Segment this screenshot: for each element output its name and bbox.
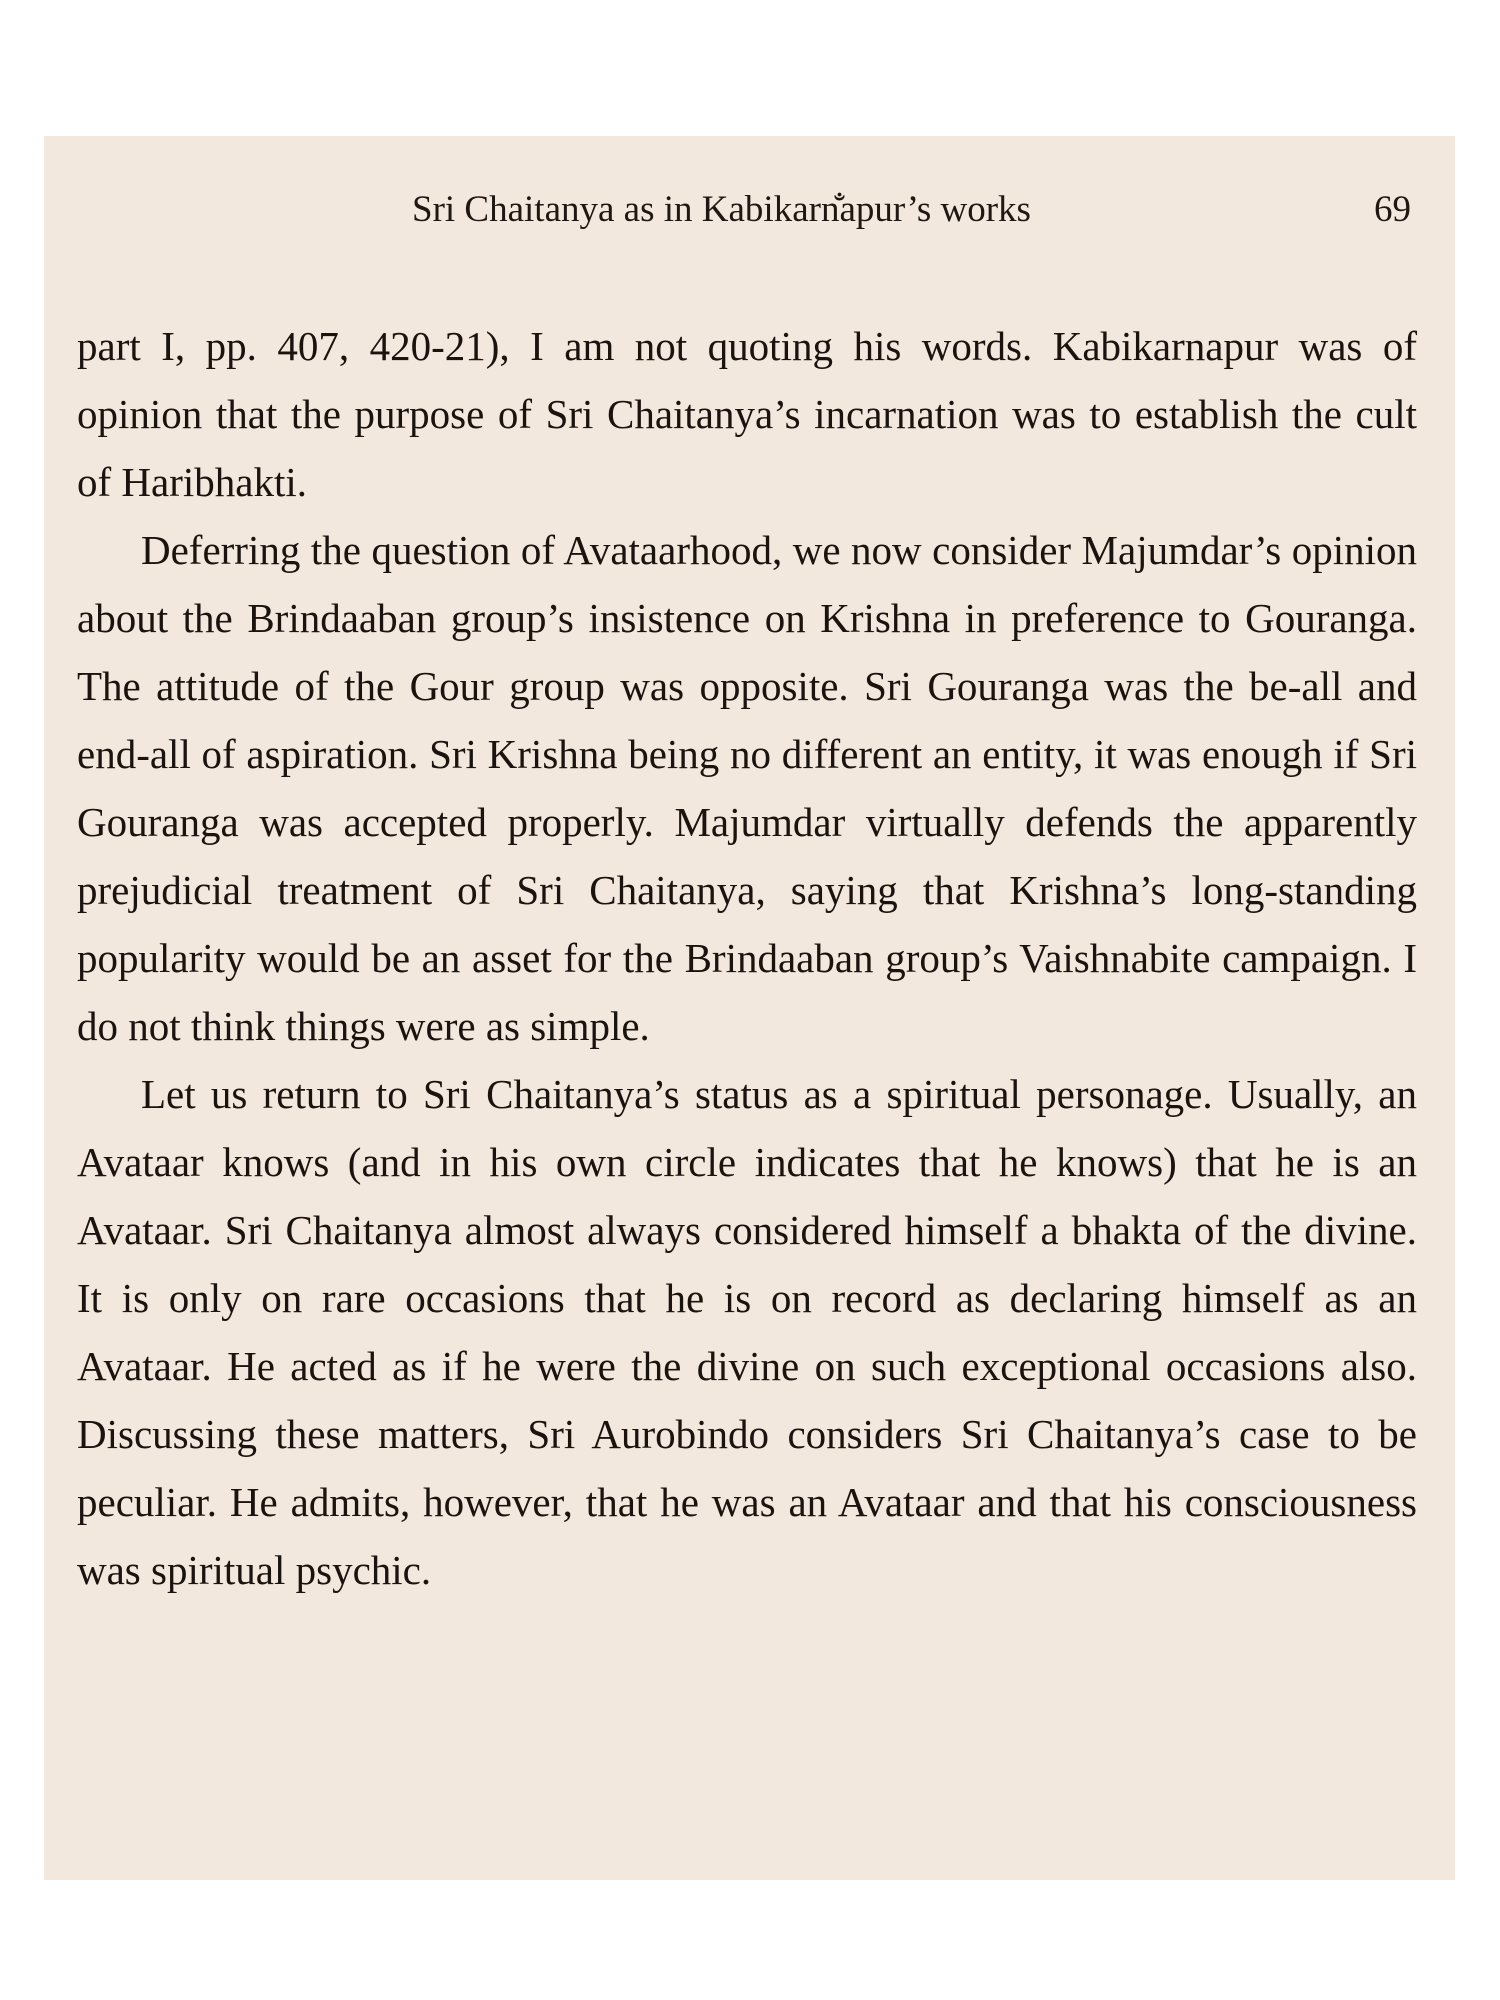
running-title: Sri Chaitanya as in Kabikarn̐apur’s works bbox=[412, 189, 1031, 230]
paragraph-avataarhood: Deferring the question of Avataarhood, we now consider Majumdar’s opinion about the Brindaaban group’s insistence on Krishna in preference to Gouranga. The attitude of the Gour group was opposite. Sri Gouranga was the be-all and end-all of aspiration. Sri Krishna being no different an entity, it was enough if Sri Gouranga was accepted properly. Majumdar virtually defends the apparently prejudicial treatment of Sri Chaitanya, saying that Krishna’s long-standing popularity would be an asset for the Brindaaban group’s Vaishnabite campaign. I do not think things were as simple. bbox=[77, 527, 1417, 1049]
body-text bbox=[77, 312, 1417, 1604]
running-header bbox=[44, 188, 1455, 238]
paragraph-spiritual-status: Let us return to Sri Chaitanya’s status as a spiritual personage. Usually, an Avataar knows (and in his own circle indicates that he knows) that he is an Avataar. Sri Chaitanya almost always considered himself a bhakta of the divine. It is only on rare occasions that he is on record as declaring himself as an Avataar. He acted as if he were the divine on such exceptional occasions also. Discussing these matters, Sri Aurobindo considers Sri Chaitanya’s case to be peculiar. He admits, however, that he was an Avataar and that his consciousness was spiritual psychic. bbox=[77, 1071, 1417, 1593]
page-number: 69 bbox=[1374, 189, 1411, 230]
paragraph-continuation: part I, pp. 407, 420-21), I am not quoting his words. Kabikarnapur was of opinion that the purpose of Sri Chaitanya’s incarnation was to establish the cult of Haribhakti. bbox=[77, 323, 1417, 505]
book-page bbox=[44, 136, 1455, 1880]
